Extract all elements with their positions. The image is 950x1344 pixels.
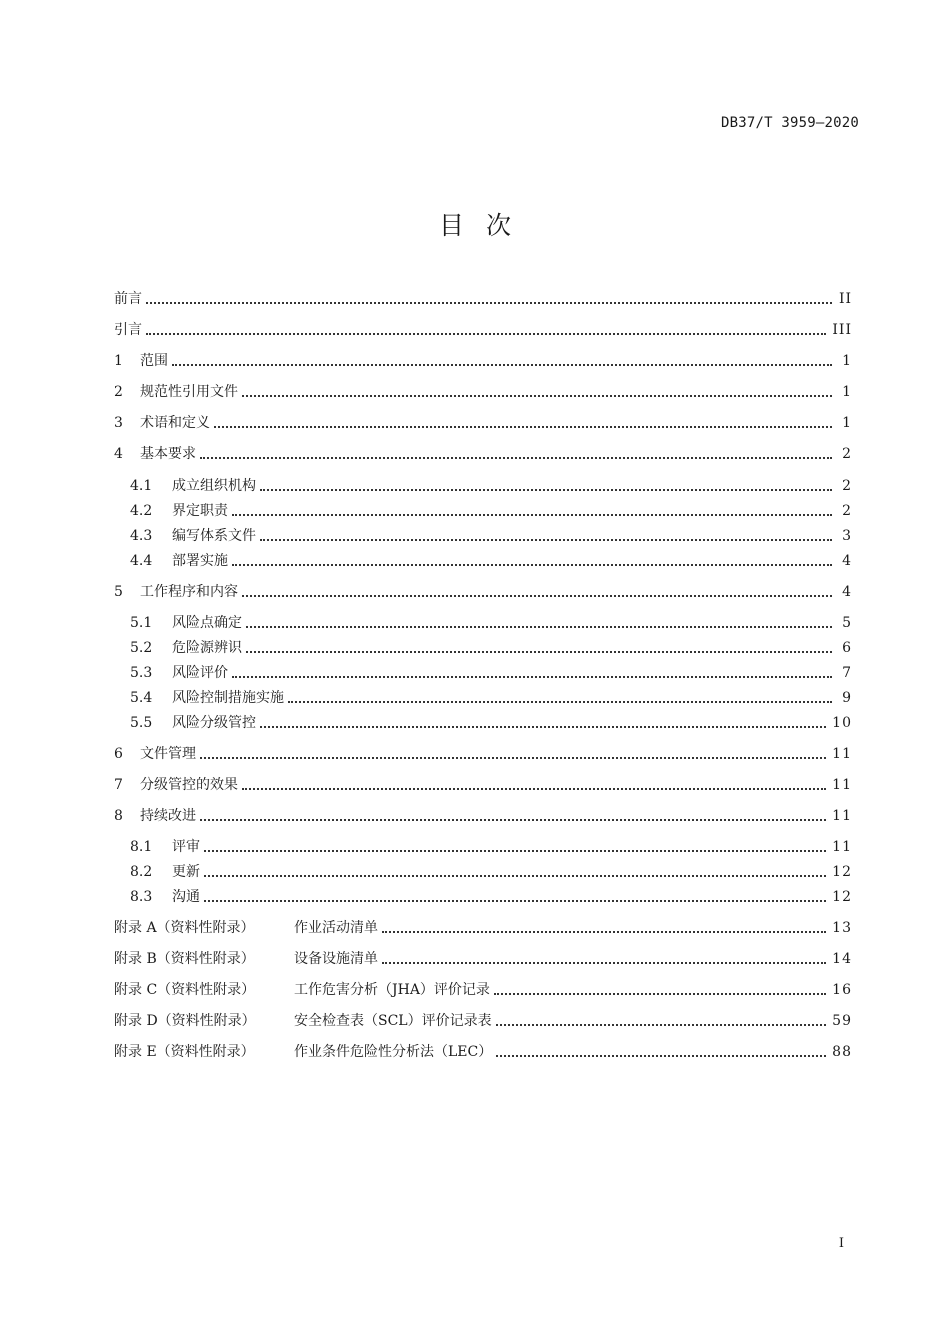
toc-entry-label: 规范性引用文件: [140, 384, 238, 400]
toc-entry[interactable]: [130, 662, 852, 682]
toc-dot-leader: [200, 813, 826, 821]
toc-dot-leader: [494, 987, 826, 995]
toc-entry-label: 成立组织机构: [172, 478, 256, 494]
toc-entry-label: 前言: [114, 291, 142, 307]
toc-entry-page: 11: [832, 746, 852, 762]
toc-entry-number: 3: [114, 415, 123, 431]
toc-entry-number: 5.2: [130, 640, 153, 656]
toc-entry-number: 8.3: [130, 889, 153, 905]
toc-entry-label: 基本要求: [140, 446, 196, 462]
toc-entry-number: 8.2: [130, 864, 153, 880]
toc-entry-page: 3: [842, 528, 852, 544]
toc-entry-number: 附录 A（资料性附录）: [114, 920, 255, 936]
toc-entry-number: 5.3: [130, 665, 153, 681]
toc-entry[interactable]: [114, 381, 852, 401]
toc-entry-label: 范围: [140, 353, 168, 369]
toc-dot-leader: [382, 956, 826, 964]
toc-entry-number: 附录 B（资料性附录）: [114, 951, 255, 967]
toc-entry-label: 文件管理: [140, 746, 196, 762]
toc-entry-number: 1: [114, 353, 123, 369]
toc-dot-leader: [232, 670, 832, 678]
toc-entry-page: 10: [832, 715, 852, 731]
toc-entry-page: 4: [842, 584, 852, 600]
toc-entry-page: 2: [842, 446, 852, 462]
toc-entry-page: 1: [842, 353, 852, 369]
toc-dot-leader: [260, 533, 832, 541]
toc-entry-label: 风险分级管控: [172, 715, 256, 731]
toc-dot-leader: [204, 869, 826, 877]
toc-entry-page: 11: [832, 808, 852, 824]
toc-entry-page: 4: [842, 553, 852, 569]
toc-entry-page: 7: [842, 665, 852, 681]
toc-entry[interactable]: [114, 581, 852, 601]
toc-entry-label: 界定职责: [172, 503, 228, 519]
toc-entry-page: 9: [842, 690, 852, 706]
toc-entry[interactable]: [130, 861, 852, 881]
toc-entry-number: 6: [114, 746, 123, 762]
toc-entry[interactable]: [114, 805, 852, 825]
toc-entry[interactable]: [114, 743, 852, 763]
toc-entry-label: 作业活动清单: [294, 920, 378, 936]
toc-entry-page: 11: [832, 839, 852, 855]
toc-entry[interactable]: [130, 712, 852, 732]
toc-dot-leader: [200, 451, 832, 459]
toc-entry-number: 7: [114, 777, 123, 793]
toc-entry-label: 风险控制措施实施: [172, 690, 284, 706]
toc-entry-page: 16: [832, 982, 852, 998]
toc-entry[interactable]: [114, 774, 852, 794]
toc-entry[interactable]: [130, 637, 852, 657]
toc-entry[interactable]: [114, 443, 852, 463]
toc-dot-leader: [200, 751, 826, 759]
toc-entry-page: III: [832, 322, 852, 338]
toc-dot-leader: [232, 508, 832, 516]
toc-dot-leader: [204, 844, 826, 852]
toc-dot-leader: [496, 1018, 827, 1026]
toc-dot-leader: [288, 695, 832, 703]
toc-entry-label: 评审: [172, 839, 200, 855]
toc-entry[interactable]: [130, 836, 852, 856]
toc-entry-number: 5.1: [130, 615, 153, 631]
toc-entry-page: 2: [842, 478, 852, 494]
toc-entry-page: 14: [832, 951, 852, 967]
toc-entry-number: 5.4: [130, 690, 153, 706]
toc-entry-label: 持续改进: [140, 808, 196, 824]
toc-entry-page: II: [838, 291, 852, 307]
toc-dot-leader: [246, 620, 832, 628]
toc-entry-page: 13: [832, 920, 852, 936]
toc-entry[interactable]: [130, 525, 852, 545]
toc-entry-label: 沟通: [172, 889, 200, 905]
toc-dot-leader: [260, 720, 826, 728]
toc-entry[interactable]: [114, 350, 852, 370]
toc-dot-leader: [204, 894, 826, 902]
toc-entry-label: 部署实施: [172, 553, 228, 569]
toc-entry-page: 11: [832, 777, 852, 793]
toc-entry-number: 8.1: [130, 839, 153, 855]
toc-entry-number: 附录 D（资料性附录）: [114, 1013, 256, 1029]
toc-entry[interactable]: [130, 886, 852, 906]
toc-entry-label: 分级管控的效果: [140, 777, 238, 793]
toc-entry[interactable]: [130, 612, 852, 632]
toc-entry-number: 附录 E（资料性附录）: [114, 1044, 255, 1060]
toc-entry-label: 编写体系文件: [172, 528, 256, 544]
toc-entry-label: 危险源辨识: [172, 640, 242, 656]
toc-dot-leader: [146, 327, 826, 335]
toc-entry-number: 5: [114, 584, 123, 600]
toc-entry-label: 作业条件危险性分析法（LEC）: [294, 1044, 493, 1060]
toc-entry-label: 引言: [114, 322, 142, 338]
toc-entry-number: 4.4: [130, 553, 153, 569]
toc-entry-label: 术语和定义: [140, 415, 210, 431]
toc-dot-leader: [172, 358, 832, 366]
toc-entry-number: 4.1: [130, 478, 153, 494]
toc-entry[interactable]: [130, 475, 852, 495]
toc-entry-number: 4: [114, 446, 123, 462]
document-code: DB37/T 3959—2020: [720, 115, 859, 131]
toc-dot-leader: [214, 420, 832, 428]
toc-entry[interactable]: [130, 500, 852, 520]
toc-entry-label: 风险评价: [172, 665, 228, 681]
toc-entry[interactable]: [114, 412, 852, 432]
toc-entry-label: 安全检查表（SCL）评价记录表: [294, 1013, 492, 1029]
toc-entry-page: 59: [832, 1013, 852, 1029]
toc-entry-label: 工作程序和内容: [140, 584, 238, 600]
toc-entry-page: 6: [842, 640, 852, 656]
toc-entry-number: 4.2: [130, 503, 153, 519]
toc-entry[interactable]: [114, 288, 852, 308]
toc-dot-leader: [232, 558, 832, 566]
page-number: I: [838, 1236, 844, 1251]
toc-entry-number: 5.5: [130, 715, 153, 731]
toc-entry-page: 2: [842, 503, 852, 519]
toc-entry-page: 88: [832, 1044, 852, 1060]
toc-entry-page: 5: [842, 615, 852, 631]
toc-dot-leader: [146, 296, 832, 304]
toc-dot-leader: [242, 782, 826, 790]
toc-entry-page: 1: [842, 415, 852, 431]
toc-entry-label: 更新: [172, 864, 200, 880]
toc-entry[interactable]: [130, 687, 852, 707]
toc-entry-page: 12: [832, 864, 852, 880]
page-title: 目次: [438, 211, 533, 240]
toc-entry-label: 风险点确定: [172, 615, 242, 631]
toc-entry[interactable]: [114, 319, 852, 339]
toc-entry[interactable]: [130, 550, 852, 570]
toc-appendix-entry[interactable]: [114, 948, 852, 968]
toc-dot-leader: [382, 925, 826, 933]
toc-entry-number: 8: [114, 808, 123, 824]
toc-appendix-entry[interactable]: [114, 1010, 852, 1030]
toc-appendix-entry[interactable]: [114, 917, 852, 937]
toc-appendix-entry[interactable]: [114, 1041, 852, 1061]
toc-entry-label: 设备设施清单: [294, 951, 378, 967]
toc-entry-number: 4.3: [130, 528, 153, 544]
toc-entry-page: 1: [842, 384, 852, 400]
toc-appendix-entry[interactable]: [114, 979, 852, 999]
toc-entry-number: 附录 C（资料性附录）: [114, 982, 256, 998]
toc-entry-page: 12: [832, 889, 852, 905]
toc-entry-label: 工作危害分析（JHA）评价记录: [294, 982, 490, 998]
toc-dot-leader: [496, 1049, 826, 1057]
toc-dot-leader: [260, 483, 832, 491]
toc-dot-leader: [242, 389, 832, 397]
toc-entry-number: 2: [114, 384, 123, 400]
toc-dot-leader: [242, 589, 832, 597]
toc-dot-leader: [246, 645, 832, 653]
